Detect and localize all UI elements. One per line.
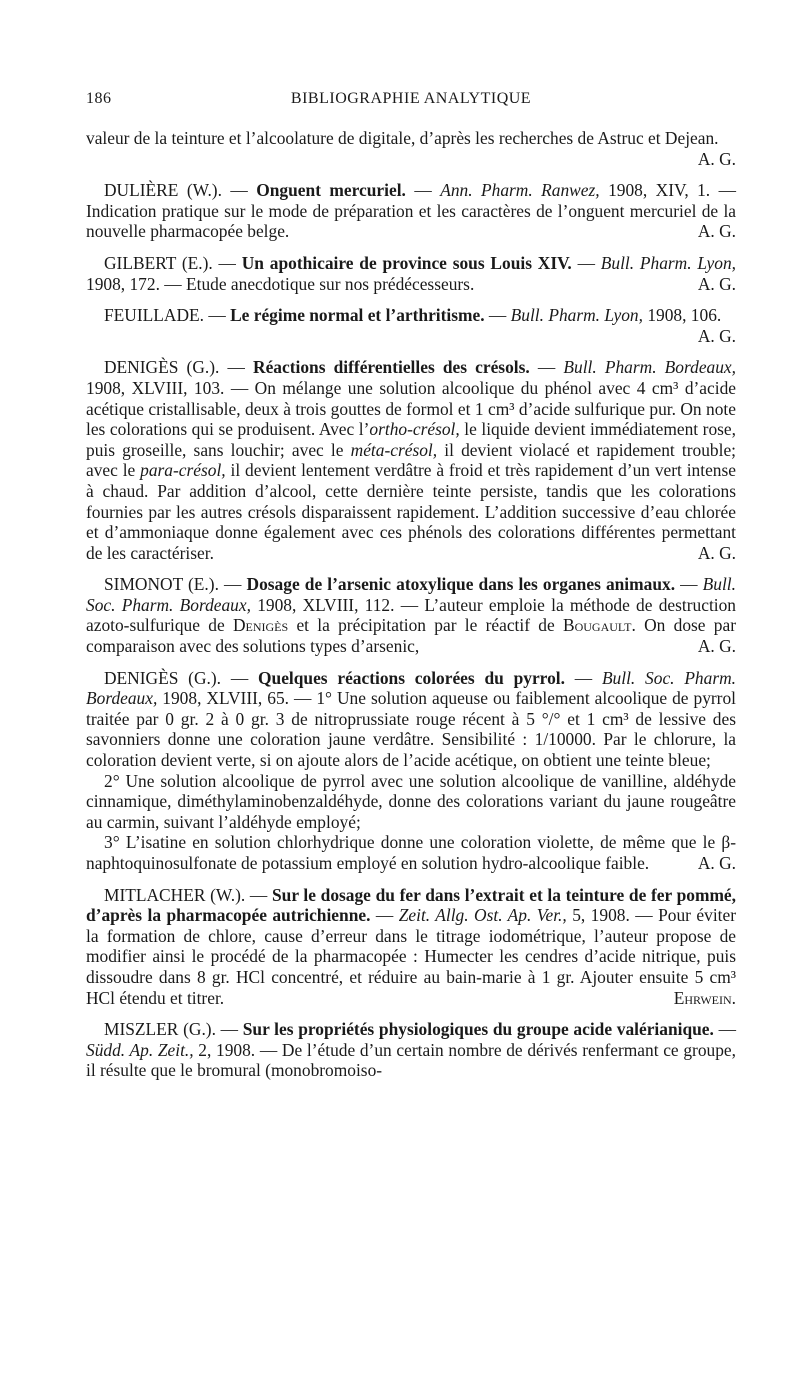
entry-text [86,668,736,771]
entry-title: Le régime normal et l’arthritisme. [230,305,485,326]
entry-title: Quelques réactions colorées du pyrrol. [258,667,565,688]
running-header [86,90,736,112]
signature: A. G. [697,542,736,563]
separator: — [405,180,441,201]
entry-continuation [86,128,736,169]
bibliography-content [86,128,736,1092]
entry-simonot [86,574,736,656]
entry-body: 1908, XLVIII, 112. — L’auteur emploie la méthode de destruction azoto-sulfurique de [86,594,736,636]
entry-author: DENIGÈS (G.). — [104,667,258,688]
signature: A. G. [697,853,736,873]
entry-body: 5, 1908. — Pour éviter la formation de chlore, cause d’erreur dans le titrage iodométrique, l’auteur propose de modifier ainsi le procédé de la pharmacopée : Humecter les cendres d’acide nitrique, puis dissoudre dans 8 gr. HCl concentré, et réduire au bain-marie à 1 gr. Ajouter ensuite 5 cm³ HCl étendu et titrer. [86,905,736,1008]
journal-ref: Bull. Soc. Pharm. Bordeaux, [86,574,736,615]
entry-body: 1908, XLVIII, 65. — 1° Une solution aqueuse ou faiblement alcoolique de pyrrol traitée par 0 gr. 2 à 0 gr. 3 de nitroprussiate rouge récent à 5 °/° et 1 cm³ de lessive des savonniers donne une coloration jaune verdâtre. Sensibilité : 1/10000. Par le chlorure, la coloration devient verte, si on ajoute alors de l’acide acétique, on obtient une teinte bleue; [86,688,736,771]
separator: — [564,667,602,688]
journal-ref: Bull. Pharm. Lyon, [600,252,736,273]
entry-duliere [86,180,736,242]
entry-body: le liquide devient immédiatement rose, puis groseille, sans louchir; avec le [86,419,736,460]
entry-author: DULIÈRE (W.). — [104,180,257,201]
entry-author: MISZLER (G.). — [104,1019,243,1040]
entry-text [86,253,736,294]
separator: — [529,357,564,378]
separator: — [713,1019,736,1040]
entry-text [86,885,736,1009]
separator: — [370,905,399,926]
entry-author: MITLACHER (W.). — [104,884,272,905]
separator: — [675,574,703,595]
entry-body: 1908, 106. [642,305,722,326]
entry-paragraph: 2° Une solution alcoolique de pyrrol avec une solution alcoolique de vanilline, aldéhyde cinnamique, diméthylaminobenzaldéhyde, donne des colorations variant du jaune rougeâtre au carmin, suivant l’aldéhyde employé; [86,770,736,832]
entry-text [86,180,736,242]
entry-body: et la précipitation par le réactif de [288,615,563,636]
entry-title: Onguent mercuriel. [256,180,406,201]
entry-text [86,305,736,346]
entry-title: Dosage de l’arsenic atoxylique dans les organes animaux. [246,574,676,595]
signature: A. G. [697,325,736,346]
entry-author: SIMONOT (E.). — [104,574,247,595]
journal-ref: Bull. Pharm. Lyon, [510,305,643,326]
entry-author: DENIGÈS (G.). — [104,357,254,378]
entry-body: 3° L’isatine en solution chlorhydrique donne une coloration violette, de même que le β-naphtoquinosulfonate de potassium employé en solution hydro-alcoolique faible. [86,832,736,873]
entry-paragraph [86,832,736,873]
entry-author: GILBERT (E.). — [104,252,242,273]
signature: A. G. [697,273,736,294]
signature: A. G. [697,148,736,169]
entry-title: Sur les propriétés physiologiques du groupe acide valérianique. [242,1019,714,1040]
entry-title: Un apothicaire de province sous Louis XIV. [241,252,572,273]
entry-miszler [86,1019,736,1081]
entry-body: 1908, XLVIII, 103. — On mélange une solution alcoolique du phénol avec 4 cm³ d’acide acétique cristallisable, deux à trois gouttes de formol et 1 cm³ d’acide sulfurique pur. On note les colorations qui se produisent. Avec l’ [86,377,736,440]
journal-ref: Bull. Soc. Pharm. Bordeaux, [86,667,737,709]
separator: — [484,305,511,326]
term-ortho-cresol: ortho-crésol, [369,419,460,440]
entry-title: Sur le dosage du fer dans l’extrait et la teinture de fer pommé, d’après la pharmacopée autrichienne. [86,884,737,926]
signature: A. G. [697,636,736,657]
entry-body: il devient lentement verdâtre à froid et très rapidement d’un vert intense à chaud. Par addition d’alcool, cette dernière teinte persiste, tandis que les colorations fournies par les autres crésols disparaissent rapidement. L’addition successive d’eau chlorée et d’ammoniaque donne également avec ces phénols des colorations différentes permettant de les caractériser. [86,460,736,563]
entry-body: valeur de la teinture et l’alcoolature de digitale, d’après les recherches de Astruc et Dejean. [86,128,719,148]
page-number: 186 [86,90,112,107]
entry-body: il devient violacé et rapidement trouble; avec le [86,439,736,481]
entry-gilbert [86,253,736,294]
cited-author: Denigès [232,615,289,636]
entry-body: 2, 1908. — De l’étude d’un certain nombre de dérivés renfermant ce groupe, il résulte que le bromural (monobromoiso- [86,1039,736,1081]
separator: — [571,252,601,273]
entry-text [86,1019,736,1081]
journal-ref: Zeit. Allg. Ost. Ap. Ver., [398,905,567,926]
term-para-cresol: para-crésol, [140,460,226,481]
signature: Ehrwein. [673,987,736,1008]
journal-ref: Bull. Pharm. Bordeaux, [563,357,736,378]
entry-deniges-pyrrol [86,668,736,874]
signature: A. G. [697,221,736,242]
entry-text [86,357,736,563]
entry-author: FEUILLADE. — [104,305,231,326]
entry-feuillade [86,305,736,346]
entry-deniges-cresols [86,357,736,563]
entry-body: 1908, 172. — Etude anecdotique sur nos prédécesseurs. [86,273,475,294]
entry-body: . On dose par comparaison avec des solutions types d’arsenic, [86,615,736,657]
entry-body: 1908, XIV, 1. — Indication pratique sur le mode de préparation et les caractères de l’onguent mercuriel de la nouvelle pharmacopée belge. [86,180,737,242]
entry-text [86,574,736,656]
journal-ref: Südd. Ap. Zeit., [86,1039,194,1060]
entry-text [86,128,736,169]
journal-ref: Ann. Pharm. Ranwez, [440,180,600,201]
term-meta-cresol: méta-crésol, [350,439,438,460]
running-title: BIBLIOGRAPHIE ANALYTIQUE [290,90,532,107]
entry-mitlacher [86,885,736,1009]
cited-author: Bougault [562,615,632,636]
entry-title: Réactions différentielles des crésols. [253,357,530,378]
